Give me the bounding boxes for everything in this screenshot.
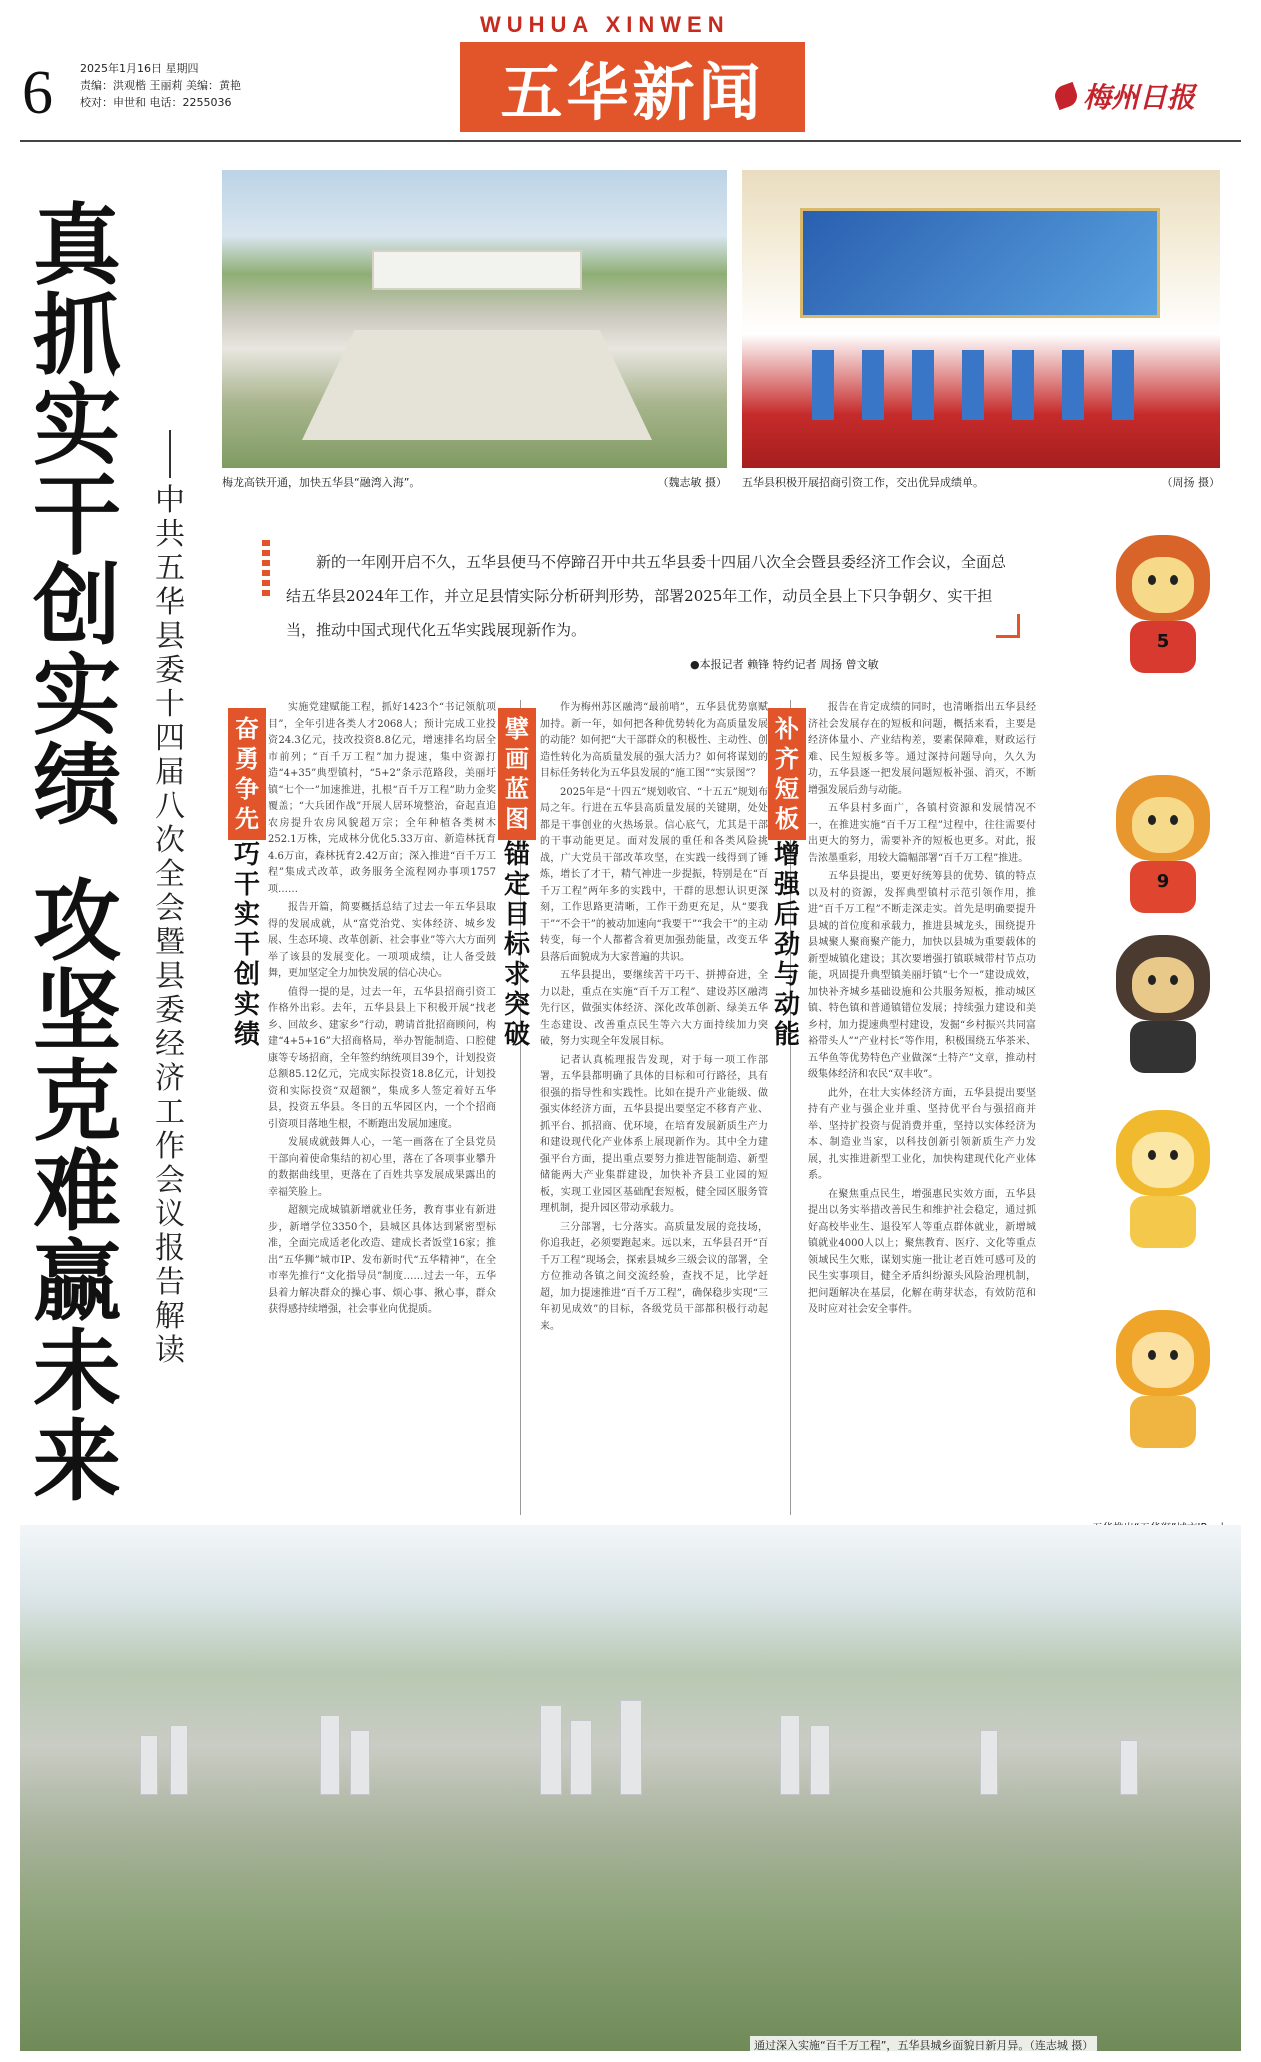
header-rule [20, 140, 1241, 142]
section2-body [540, 700, 768, 1515]
section1-paragraph: 报告开篇，简要概括总结了过去一年五华县取得的发展成就，从“富党治党、实体经济、城乡发展、生态环境、改革创新、社会事业”等六大方面列举了该县的发展变化。一项项成绩，让人备受鼓舞，更加坚定全力加快发展的信心决心。 [268, 902, 496, 979]
mascot-body [1130, 1196, 1196, 1248]
mascot-lele [1098, 1310, 1228, 1460]
mascot-face [1132, 1132, 1194, 1188]
section3-paragraph: 五华县提出，要更好统筹县的优势、镇的特点以及村的资源，发挥典型镇村示范引领作用，推进“百千万工程”不断走深走实。首先是明确要提升县城的首位度和承载力，推进县城龙头，围绕提升县城聚人聚商聚产能力，加快以县城为重要载体的新型城镇化建设；其次要增强打镇联城带村节点功能，巩固提升典型镇美丽圩镇“七个一”建设成效，加快补齐城乡基础设施和公共服务短板，推动城区镇、特色镇和普通镇错位发展；持续强力建设和美乡村，加力提速典型村建设，发掘“乡村振兴共同富裕带头人”“产业村长”等作用，积极围绕五华茶米、五华鱼等优势特色产业做深“土特产”文章，推动村级集体经济和农民“双丰收”。 [808, 871, 1036, 1080]
ceremony-stand [1062, 350, 1084, 420]
brand-english: WUHUA XINWEN [480, 12, 730, 37]
section2-paragraph: 记者认真梳理报告发现，对于每一项工作部署，五华县都明确了具体的目标和可行路径，具有很强的指导性和实践性。比如在提升产业能级、做强实体经济方面，五华县提出要坚定不移育产业、抓平台、抓招商、优环境，在培育发展新质生产力和建设现代化产业体系上展现新作为。其中全力建强平台方面，提出重点要努力推进智能制造、新型储能两大产业集群建设，加快补齐县工业园的短板，实现工业园区基础配套短板，健全园区服务管理机制，提升园区带动承载力。 [540, 1054, 768, 1214]
photo1-credit: （魏志敏 摄） [657, 476, 727, 489]
section3-paragraph: 报告在肯定成绩的同时，也清晰指出五华县经济社会发展存在的短板和问题，概括来看，主要是经济体量小、产业结构差，要素保障难，财政运行难、民生短板多等。通过深持问题导向，久久为功，五华县逐一把发展问题短板补强、消灭，不断增强发展后劲与动能。 [808, 702, 1036, 796]
mascot-eye [1170, 1350, 1178, 1360]
section2-title: 锚定目标求突破 [503, 840, 530, 1050]
page-number: 6 [22, 59, 53, 127]
section2-tag: 擘画蓝图 [498, 708, 536, 840]
paper-name: 梅州日报 [1083, 81, 1196, 114]
mascot-dada [1098, 935, 1228, 1085]
building [320, 1715, 340, 1795]
building [980, 1730, 998, 1795]
station-plaza [302, 330, 652, 440]
ceremony-stand [862, 350, 884, 420]
section1-paragraph: 值得一提的是，过去一年，五华县招商引资工作格外出彩。去年，五华县县上下积极开展“找老乡、回故乡、建家乡”行动，聘请首批招商顾问，构建“4+5+16”大招商格局，举办智能制造、口腔健康等专场招商，全年签约纳统项目39个，计划投资总额85.12亿元，完成实际投资18.8亿元，计划投资和实际投资“双超额”，集成多人签定着好五华县，投资五华县。冬日的五华园区内，一个个招商引资项目落地生根，不断跑出发展加速度。 [268, 986, 496, 1130]
intro-paragraph: 新的一年刚开启不久，五华县便马不停蹄召开中共五华县委十四届八次全会暨县委经济工作会议，全面总结五华县2024年工作，并立足县情实际分析研判形势，部署2025年工作，动员全县上下只争朝夕、实干担当，推动中国式现代化五华实践展现新作为。 [286, 553, 1007, 639]
section1-paragraph: 实施党建赋能工程，抓好1423个“书记领航项目”，全年引进各类人才2068人；预计完成工业投资24.3亿元，技改投资8.8亿元，增速排名均居全市前列；“百千万工程”加力提速，集中资源打造“4+35”典型镇村，“5+2”条示范路段，美丽圩镇“七个一”加速推进，扎根“百千万工程”助力金奖覆盖；“大兵团作战”开展人居环境整治，奋起直追农房提升农房风貌超万宗；全年种植各类树木252.1万株，完成林分优化5.33万亩、新造林抚育4.6万亩，森林抚育2.42万亩；深入推进“百千万工程”集成式改革，政务服务全流程网办事项1757项…… [268, 702, 496, 895]
editor-line: 责编：洪观楷 王丽莉 美编：黄艳 [80, 79, 241, 92]
photo2-caption [742, 474, 1220, 490]
plum-leaf-icon [1052, 82, 1080, 110]
section3-body [808, 700, 1036, 1515]
mascot-eye [1148, 1350, 1156, 1360]
mascot-eye [1170, 815, 1178, 825]
photo1-caption [222, 474, 727, 490]
mascot-eye [1148, 575, 1156, 585]
mascot-face [1132, 797, 1194, 853]
section1-tag: 奋勇争先 [228, 708, 266, 840]
photo-railway-station [222, 170, 727, 468]
mascot-jersey [1130, 1021, 1196, 1073]
photo-city-panorama [20, 1525, 1241, 2051]
byline: ●本报记者 赖锋 特约记者 周扬 曾文敏 [690, 658, 879, 671]
building [1120, 1740, 1138, 1795]
jersey-number: 5 [1156, 631, 1170, 652]
mascot-face [1132, 557, 1194, 613]
section3-paragraph: 在聚焦重点民生，增强惠民实效方面，五华县提出以务实举措改善民生和维护社会稳定，通过抓好高校毕业生、退役军人等重点群体就业，新增城镇就业4000人以上；聚焦教育、医疗、文化等重点领域民生欠账，谋划实施一批让老百姓可感可及的民生实事项目，健全矛盾纠纷源头风险治理机制，把问题解决在基层，化解在萌芽状态，有效防范和及时应对社会安全事件。 [808, 1188, 1036, 1315]
mascot-eye [1170, 575, 1178, 585]
mascot-zhuangzhuang [1098, 775, 1228, 925]
ceremony-stand [1112, 350, 1134, 420]
jersey-number: 9 [1156, 871, 1170, 892]
section1-title: 巧干实干创实绩 [233, 840, 260, 1050]
ceremony-stand [812, 350, 834, 420]
mascot-eye [1170, 975, 1178, 985]
building [170, 1725, 188, 1795]
building [620, 1700, 642, 1795]
station-building [372, 250, 582, 290]
section3-paragraph: 此外，在壮大实体经济方面，五华县提出要坚持有产业与强企业并重、坚持优平台与强招商并举、坚持扩投资与促消费并重，坚持以实体经济为本、制造业当家，以科技创新引领新质生产力发展，扎实推进新型工业化，加快构建现代化产业体系。 [808, 1087, 1036, 1181]
brand-chinese: 五华新闻 [500, 55, 765, 129]
mascot-xianxian [1098, 535, 1228, 685]
mascot-eye [1148, 975, 1156, 985]
date-line: 2025年1月16日 星期四 [80, 62, 199, 75]
paper-logo [1055, 76, 1195, 116]
subheadline [150, 430, 190, 1368]
ceremony-stand [1012, 350, 1034, 420]
section3-title: 增强后劲与动能 [773, 840, 800, 1050]
header-meta [80, 60, 241, 111]
section1-paragraph: 发展成就鼓舞人心，一笔一画落在了全县党员干部向着使命集结的初心里，落在了各项事业攀升的数据曲线里，更落在了百姓共享发展成果露出的幸福笑脸上。 [268, 1137, 496, 1198]
section3-tag: 补齐短板 [768, 708, 806, 840]
building [350, 1730, 370, 1795]
photo2-credit: （周扬 摄） [1161, 476, 1220, 489]
ceremony-stand [962, 350, 984, 420]
section3-paragraph: 五华县村多面广，各镇村资源和发展情况不一，在推进实施“百千万工程”过程中，往往需要付出更大的努力，需要补齐的短板也更多。对此，报告浓墨重彩，用较大篇幅部署“百千万工程”推进。 [808, 803, 1036, 864]
photo1-caption-text: 梅龙高铁开通，加快五华县“融湾入海”。 [222, 476, 421, 489]
building [140, 1735, 158, 1795]
building [570, 1720, 592, 1795]
headline [22, 193, 132, 1513]
section2-paragraph: 五华县提出，要继续苦干巧干、拼搏奋进，全力以赴，重点在实施“百千万工程”、建设苏区融湾先行区，做强实体经济、深化改革创新、绿美五华生态建设、改善重点民生等六大方面持续加力突破，努力实现全年发展目标。 [540, 970, 768, 1047]
mascot-eye [1148, 1150, 1156, 1160]
brand-banner [460, 42, 805, 132]
panorama-caption: 通过深入实施“百千万工程”，五华县城乡面貌日新月异。（连志城 摄） [750, 2036, 1097, 2054]
mascot-eye [1148, 815, 1156, 825]
mascot-face [1132, 957, 1194, 1013]
building [810, 1725, 830, 1795]
mascot-huihui [1098, 1110, 1228, 1260]
section2-paragraph: 作为梅州苏区融湾“最前哨”，五华县优势禀赋加持。新一年，如何把各种优势转化为高质量发展的动能？如何把“大干部群众的积极性、主动性、创造性转化为高质量发展的强大活力？如何将谋划的目标任务转化为五华县发展的“施工图”“实景图”？ [540, 702, 768, 779]
building [780, 1715, 800, 1795]
mascot-face [1132, 1332, 1194, 1388]
building [540, 1705, 562, 1795]
section2-paragraph: 三分部署，七分落实。高质量发展的竞技场，你追我赶，必须要跑起来。远以来，五华县召开“百千万工程”现场会，探索县城乡三级会议的部署，全方位推动各镇之间交流经验，查找不足，比学赶超，加力提速推进“百千万工程”，确保稳步实现“三年初见成效”的目标，各级党员干部都积极行动起来。 [540, 1221, 768, 1332]
ceremony-stand [912, 350, 934, 420]
subhead-dash [169, 430, 171, 478]
mascot-body [1130, 1396, 1196, 1448]
subhead-text: 中共五华县委十四届八次全会暨县委经济工作会议报告解读 [155, 483, 185, 1368]
section1-body [268, 700, 496, 1515]
ceremony-screen [800, 208, 1160, 318]
intro-corner [996, 614, 1020, 638]
photo2-caption-text: 五华县积极开展招商引资工作，交出优异成绩单。 [742, 476, 984, 489]
headline-line1: 真抓实干创实绩 [32, 193, 121, 837]
intro-decoration [262, 540, 270, 600]
photo-investment-ceremony [742, 170, 1220, 468]
headline-line2: 攻坚克难赢未来 [32, 869, 121, 1513]
mascot-eye [1170, 1150, 1178, 1160]
section1-paragraph: 超额完成城镇新增就业任务，教育事业有新进步，新增学位3350个，县城区具体达到紧密型标准，全面完成适老化改造、建成长者饭堂16家；推出“五华狮”城市IP、发布新时代“五华精神”，在全市率先推行“文化指导员”制度……过去一年，五华县着力解决群众的操心事、烦心事、揪心事，群众获得感持续增强，社会事业向优提质。 [268, 1205, 496, 1315]
section2-paragraph: 2025年是“十四五”规划收官、“十五五”规划布局之年。行进在五华县高质量发展的关键期，处处都是干事创业的火热场景。信心底气，尤其是干部的干事动能更足。面对发展的重任和各类风险挑战，广大党员干部改革攻坚，在实践一线得到了锤炼，增长了才干，精气神进一步提振，特别是在“百千万工程”两年多的实践中，干群的思想认识更深刻，工作思路更清晰，工作干劲更充足，从“要我干”“不会干”的被动加速向“我要干”“我会干”的主动转变，每一个人都蓄含着更加强劲能量，改变五华县落后面貌成为大家普遍的共识。 [540, 786, 768, 963]
proof-line: 校对：申世和 电话：2255036 [80, 96, 232, 109]
